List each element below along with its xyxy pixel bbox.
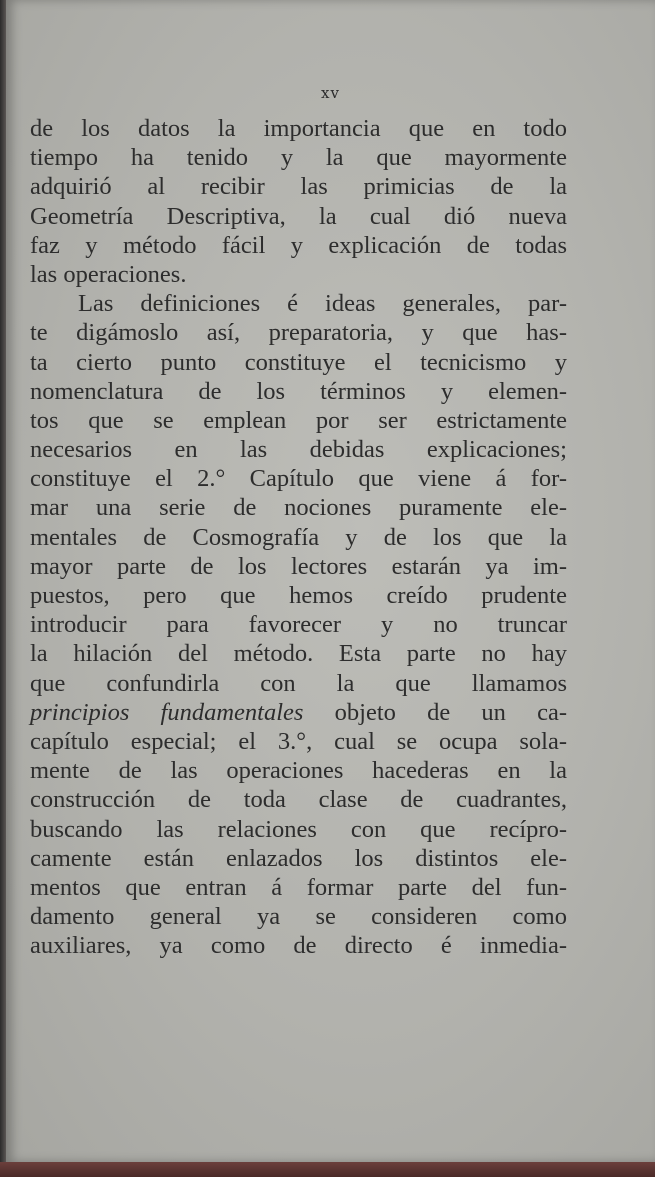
text-line: capítulo especial; el 3.°, cual se ocupa sola- xyxy=(30,727,567,755)
text-line: puestos, pero que hemos creído prudente xyxy=(30,582,567,609)
page-number: xv xyxy=(321,84,340,102)
text-line: la hilación del método. Esta parte no hay xyxy=(30,640,567,668)
text-line: introducir para favorecer y no truncar xyxy=(30,611,567,639)
text-line: de los datos la importancia que en todo xyxy=(30,115,567,142)
paragraph-start-line: Las definiciones é ideas generales, par- xyxy=(78,290,567,318)
text-line: mar una serie de nociones puramente ele- xyxy=(30,494,567,522)
text-line: nomenclatura de los términos y elemen- xyxy=(30,377,567,405)
text-line: damento general ya se consideren como xyxy=(30,903,567,931)
italic-line-rest: objeto de un ca- xyxy=(303,698,567,726)
text-line: necesarios en las debidas explicaciones; xyxy=(30,436,567,464)
text-line: auxiliares, ya como de directo é inmedia- xyxy=(30,932,567,960)
text-line: adquirió al recibir las primicias de la xyxy=(30,173,567,201)
text-line: ta cierto punto constituye el tecnicismo y xyxy=(30,348,567,376)
body-text xyxy=(30,114,567,960)
text-line: mayor parte de los lectores estarán ya im- xyxy=(30,552,567,580)
italic-text-line xyxy=(30,698,567,727)
text-line: tos que se emplean por ser estrictamente xyxy=(30,406,567,434)
italic-phrase: principios fundamentales xyxy=(30,698,304,726)
text-line: mentales de Cosmografía y de los que la xyxy=(30,523,567,551)
text-line: que confundirla con la que llamamos xyxy=(30,669,567,697)
page-bottom-edge xyxy=(0,1162,655,1177)
text-line: Geometría Descriptiva, la cual dió nueva xyxy=(30,202,567,230)
text-line: constituye el 2.° Capítulo que viene á for- xyxy=(30,465,567,493)
book-page xyxy=(6,0,655,1162)
text-line: construcción de toda clase de cuadrantes, xyxy=(30,786,567,814)
text-line: mente de las operaciones hacederas en la xyxy=(30,757,567,785)
text-line: faz y método fácil y explicación de todas xyxy=(30,231,567,259)
text-line: tiempo ha tenido y la que mayormente xyxy=(30,144,567,172)
text-line: te digámoslo así, preparatoria, y que has- xyxy=(30,319,567,347)
text-line: mentos que entran á formar parte del fun- xyxy=(30,873,567,901)
text-line: camente están enlazados los distintos ele- xyxy=(30,844,567,872)
text-line: buscando las relaciones con que recípro- xyxy=(30,815,567,843)
text-line: las operaciones. xyxy=(30,260,187,288)
